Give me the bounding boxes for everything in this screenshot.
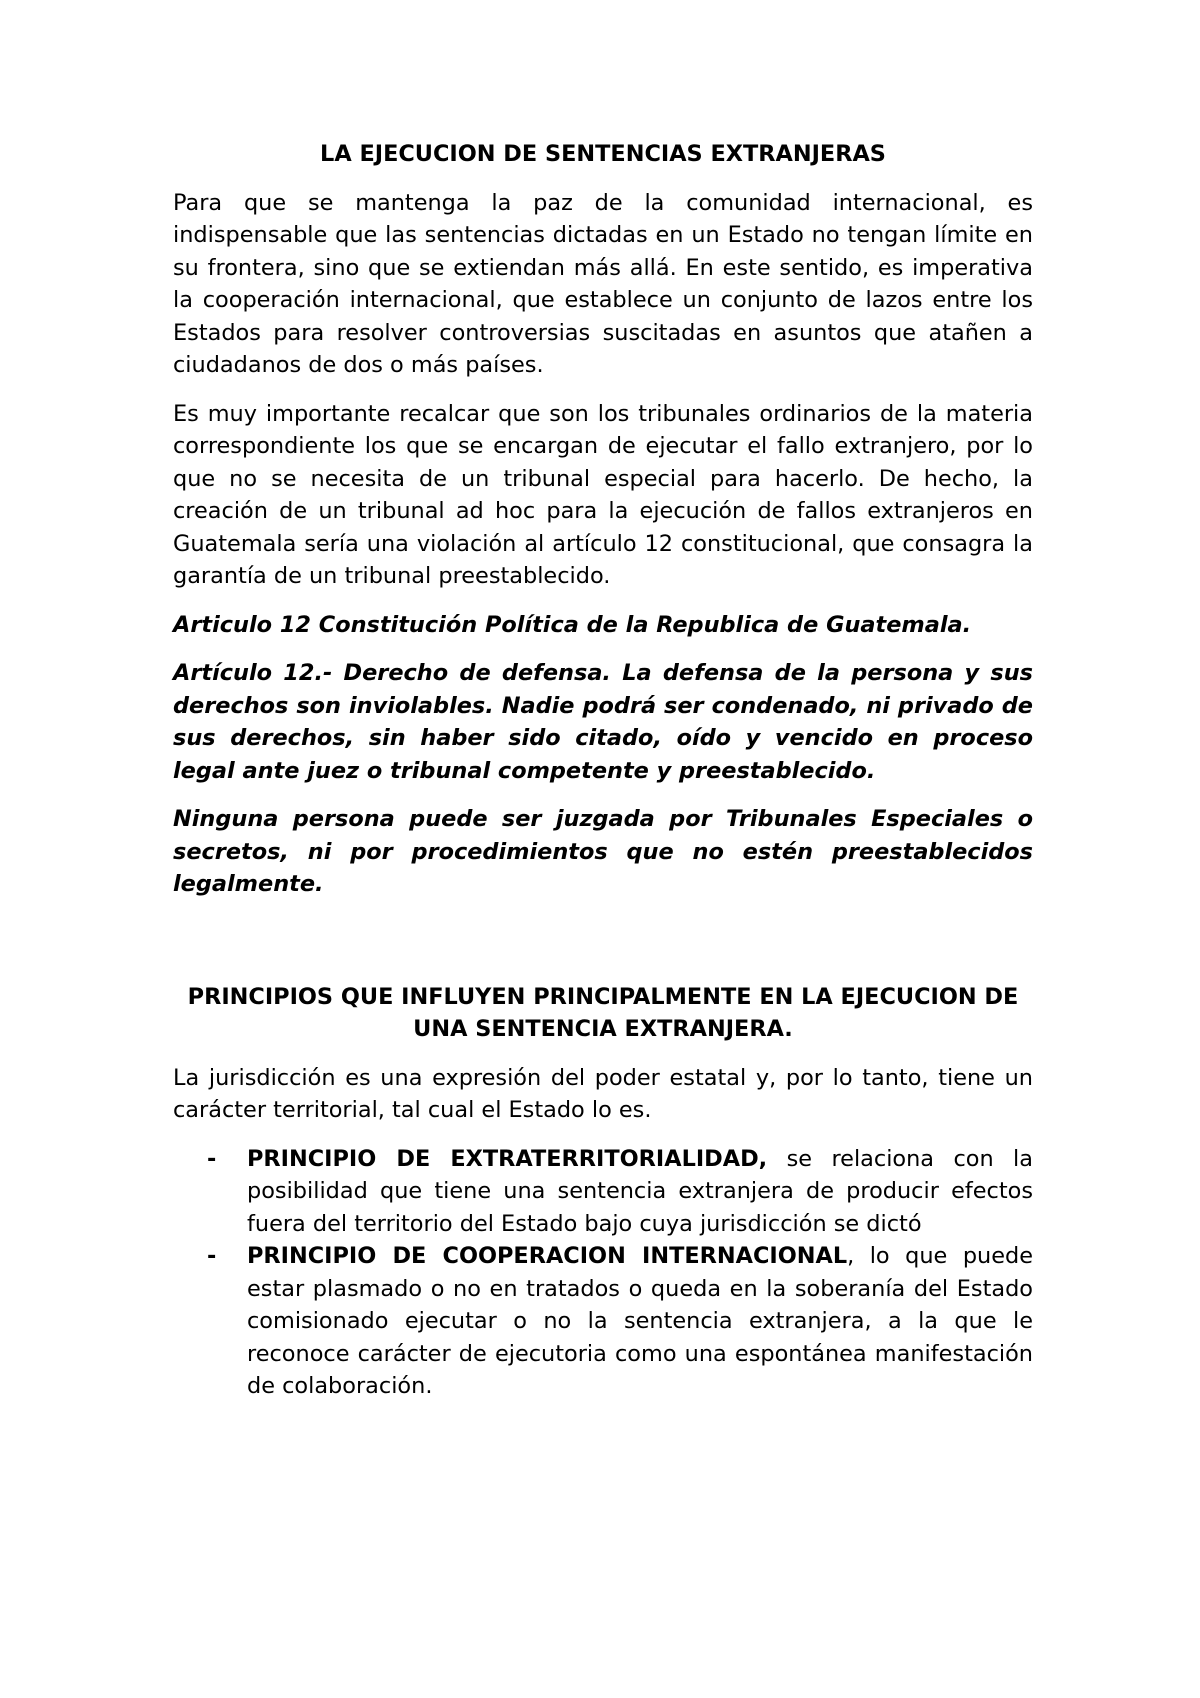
- principle-text: se relaciona con la posibilidad que tiene una sentencia extranjera de producir efectos fuera del territorio del Estado bajo cuya jurisdicción se dictó: [247, 1145, 1033, 1237]
- list-bullet: -: [207, 1145, 217, 1172]
- list-item: [173, 1143, 1033, 1241]
- article-text-special-tribunals: Ninguna persona puede ser juzgada por Tribunales Especiales o secretos, ni por procedimientos que no estén preestablecidos legalmente.: [173, 806, 1033, 897]
- paragraph-intro: Para que se mantenga la paz de la comunidad internacional, es indispensable que las sentencias dictadas en un Estado no tengan límite en su frontera, sino que se extiendan más allá. En este sentido, es imperativa la cooperación internacional, que establece un conjunto de lazos entre los Estados para resolver controversias suscitadas en asuntos que atañen a ciudadanos de dos o más países.: [173, 189, 1033, 378]
- list-item: [173, 1240, 1033, 1403]
- section-spacer: [173, 917, 1033, 981]
- document-title: LA EJECUCION DE SENTENCIAS EXTRANJERAS: [320, 141, 886, 167]
- principles-list: [173, 1143, 1033, 1403]
- paragraph-jurisdiction: La jurisdicción es una expresión del poder estatal y, por lo tanto, tiene un carácter territorial, tal cual el Estado lo es.: [173, 1064, 1033, 1123]
- paragraph-tribunals: Es muy importante recalcar que son los tribunales ordinarios de la materia correspondiente los que se encargan de ejecutar el fallo extranjero, por lo que no se necesita de un tribunal especial para hacerlo. De hecho, la creación de un tribunal ad hoc para la ejecución de fallos extranjeros en Guatemala sería una violación al artículo 12 constitucional, que consagra la garantía de un tribunal preestablecido.: [173, 400, 1033, 589]
- principle-name: PRINCIPIO DE EXTRATERRITORIALIDAD,: [247, 1145, 768, 1172]
- article-text-defense: Artículo 12.- Derecho de defensa. La defensa de la persona y sus derechos son inviolables. Nadie podrá ser condenado, ni privado de sus derechos, sin haber sido citado, oído y vencido en proceso legal ante juez o tribunal competente y preestablecido.: [173, 660, 1033, 784]
- list-bullet: -: [207, 1243, 217, 1269]
- document-page: [173, 138, 1033, 1403]
- article-reference: Articulo 12 Constitución Política de la Republica de Guatemala.: [173, 611, 972, 638]
- principle-name: PRINCIPIO DE COOPERACION INTERNACIONAL: [247, 1243, 848, 1269]
- principle-text: , lo que puede estar plasmado o no en tratados o queda en la soberanía del Estado comisionado ejecutar o no la sentencia extranjera, a la que le reconoce carácter de ejecutoria como una espontánea manifestación de colaboración.: [247, 1243, 1033, 1399]
- section-title-principles: PRINCIPIOS QUE INFLUYEN PRINCIPALMENTE EN LA EJECUCION DE UNA SENTENCIA EXTRANJERA.: [187, 983, 1019, 1042]
